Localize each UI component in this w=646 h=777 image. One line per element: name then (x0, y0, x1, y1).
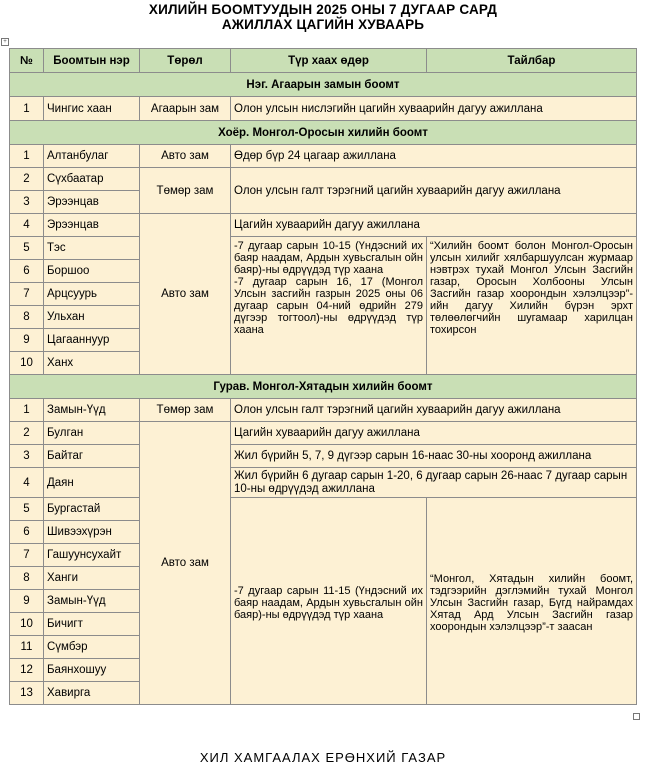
border-point-name: Байтаг (44, 445, 140, 468)
border-point-type: Авто зам (140, 214, 231, 375)
row-number: 5 (10, 237, 44, 260)
closure-dates-russia: -7 дугаар сарын 10-15 (Үндэсний их баяр наадам, Ардын хувьсгалын ойн баяр)-ны өдрүүдэд түр хаана -7 дугаар сарын 16, 17 (Монгол Улсын засгийн газрын 2025 оны 06 дугаар сарын 04-ний өдрийн 279 дүгээр тогтоол)-ны өдрүүдэд түр хаана (231, 237, 427, 375)
row-number: 11 (10, 636, 44, 659)
border-point-name: Тэс (44, 237, 140, 260)
header-row (10, 49, 637, 73)
row-number: 12 (10, 659, 44, 682)
section-row (10, 121, 637, 145)
row-number: 8 (10, 306, 44, 329)
border-point-type: Агаарын зам (140, 97, 231, 121)
border-point-type: Авто зам (140, 145, 231, 168)
remark-china: “Монгол, Хятадын хилийн боомт, тэдгээрийн дэглэмийн тухай Монгол Улсын Засгийн газар, Бүгд найрамдах Хятад Ард Улсын Засгийн газар хоорондын хэлэлцээр”-т заасан (427, 498, 637, 705)
table-row (10, 168, 637, 191)
border-point-type: Төмөр зам (140, 399, 231, 422)
table-row (10, 399, 637, 422)
border-point-note: Олон улсын галт тэрэгний цагийн хуваарийн дагуу ажиллана (231, 399, 637, 422)
section-row (10, 375, 637, 399)
border-point-name: Цагааннуур (44, 329, 140, 352)
border-point-note: Жил бүрийн 6 дугаар сарын 1-20, 6 дугаар сарын 26-наас 7 дугаар сарын 10-ны өдрүүдэд ажиллана (231, 468, 637, 498)
border-point-name: Хавирга (44, 682, 140, 705)
border-point-type: Авто зам (140, 422, 231, 705)
row-number: 7 (10, 283, 44, 306)
header-remark: Тайлбар (427, 49, 637, 73)
table-row (10, 422, 637, 445)
border-point-note: Жил бүрийн 5, 7, 9 дүгээр сарын 16-наас 30-ны хооронд ажиллана (231, 445, 637, 468)
border-point-note: Өдөр бүр 24 цагаар ажиллана (231, 145, 637, 168)
remark-russia: “Хилийн боомт болон Монгол-Оросын улсын хилийг хялбаршуулсан журмаар нэвтрэх тухай Монгол Улсын Засгийн газар, Оросын Холбооны Улсын Засгийн газар хоорондын хэлэлцээр”-ийн дагуу Хилийн бүрэн эрхт төлөөлөгчийн шугамаар харилцан тохирсон (427, 237, 637, 375)
border-point-name: Сүмбэр (44, 636, 140, 659)
border-point-name: Булган (44, 422, 140, 445)
title-line-1: ХИЛИЙН БООМТУУДЫН 2025 ОНЫ 7 ДУГААР САРД (148, 2, 498, 17)
row-number: 4 (10, 468, 44, 498)
row-number: 8 (10, 567, 44, 590)
border-point-name: Баянхошуу (44, 659, 140, 682)
border-point-name: Сүхбаатар (44, 168, 140, 191)
border-point-name: Замын-Үүд (44, 590, 140, 613)
row-number: 7 (10, 544, 44, 567)
border-point-note: Цагийн хуваарийн дагуу ажиллана (231, 214, 637, 237)
row-number: 10 (10, 352, 44, 375)
row-number: 9 (10, 329, 44, 352)
table-row (10, 498, 637, 521)
table-row (10, 97, 637, 121)
border-point-type: Төмөр зам (140, 168, 231, 214)
border-point-note: Олон улсын нислэгийн цагийн хуваарийн дагуу ажиллана (231, 97, 637, 121)
header-name: Боомтын нэр (44, 49, 140, 73)
border-point-name: Замын-Үүд (44, 399, 140, 422)
table-row (10, 145, 637, 168)
border-point-name: Боршоо (44, 260, 140, 283)
table-row (10, 237, 637, 260)
row-number: 10 (10, 613, 44, 636)
border-point-name: Бургастай (44, 498, 140, 521)
border-point-name: Алтанбулаг (44, 145, 140, 168)
row-number: 4 (10, 214, 44, 237)
closure-dates-china: -7 дугаар сарын 11-15 (Үндэсний их баяр наадам, Ардын хувьсгалын ойн баяр)-ны өдрүүдэд түр хаана (231, 498, 427, 705)
row-number: 2 (10, 168, 44, 191)
issuing-authority: ХИЛ ХАМГААЛАХ ЕРӨНХИЙ ГАЗАР (199, 750, 447, 765)
row-number: 1 (10, 97, 44, 121)
schedule-table (9, 48, 637, 705)
table-row (10, 445, 637, 468)
document-title (0, 2, 646, 32)
border-point-name: Ханх (44, 352, 140, 375)
section-air-title: Нэг. Агаарын замын боомт (10, 73, 637, 97)
border-point-name: Бичигт (44, 613, 140, 636)
table-row (10, 214, 637, 237)
border-point-name: Эрээнцав (44, 214, 140, 237)
title-line-2: АЖИЛЛАХ ЦАГИЙН ХУВААРЬ (221, 17, 425, 32)
header-number: № (10, 49, 44, 73)
row-number: 5 (10, 498, 44, 521)
border-point-name: Даян (44, 468, 140, 498)
row-number: 3 (10, 191, 44, 214)
row-number: 6 (10, 521, 44, 544)
row-number: 1 (10, 399, 44, 422)
section-row (10, 73, 637, 97)
border-point-note: Цагийн хуваарийн дагуу ажиллана (231, 422, 637, 445)
border-point-name: Арцсуурь (44, 283, 140, 306)
section-china-title: Гурав. Монгол-Хятадын хилийн боомт (10, 375, 637, 399)
border-point-name: Эрээнцав (44, 191, 140, 214)
border-point-note: Олон улсын галт тэрэгний цагийн хуваарийн дагуу ажиллана (231, 168, 637, 214)
table-resize-handle[interactable] (633, 713, 640, 720)
table-row (10, 468, 637, 498)
border-point-name: Ханги (44, 567, 140, 590)
header-type: Төрөл (140, 49, 231, 73)
row-number: 1 (10, 145, 44, 168)
row-number: 2 (10, 422, 44, 445)
border-point-name: Чингис хаан (44, 97, 140, 121)
section-russia-title: Хоёр. Монгол-Оросын хилийн боомт (10, 121, 637, 145)
row-number: 6 (10, 260, 44, 283)
border-point-name: Ульхан (44, 306, 140, 329)
row-number: 3 (10, 445, 44, 468)
table-move-handle-icon[interactable]: + (1, 38, 9, 46)
row-number: 9 (10, 590, 44, 613)
header-closure: Түр хаах өдөр (231, 49, 427, 73)
row-number: 13 (10, 682, 44, 705)
border-point-name: Шивээхүрэн (44, 521, 140, 544)
border-point-name: Гашуунсухайт (44, 544, 140, 567)
